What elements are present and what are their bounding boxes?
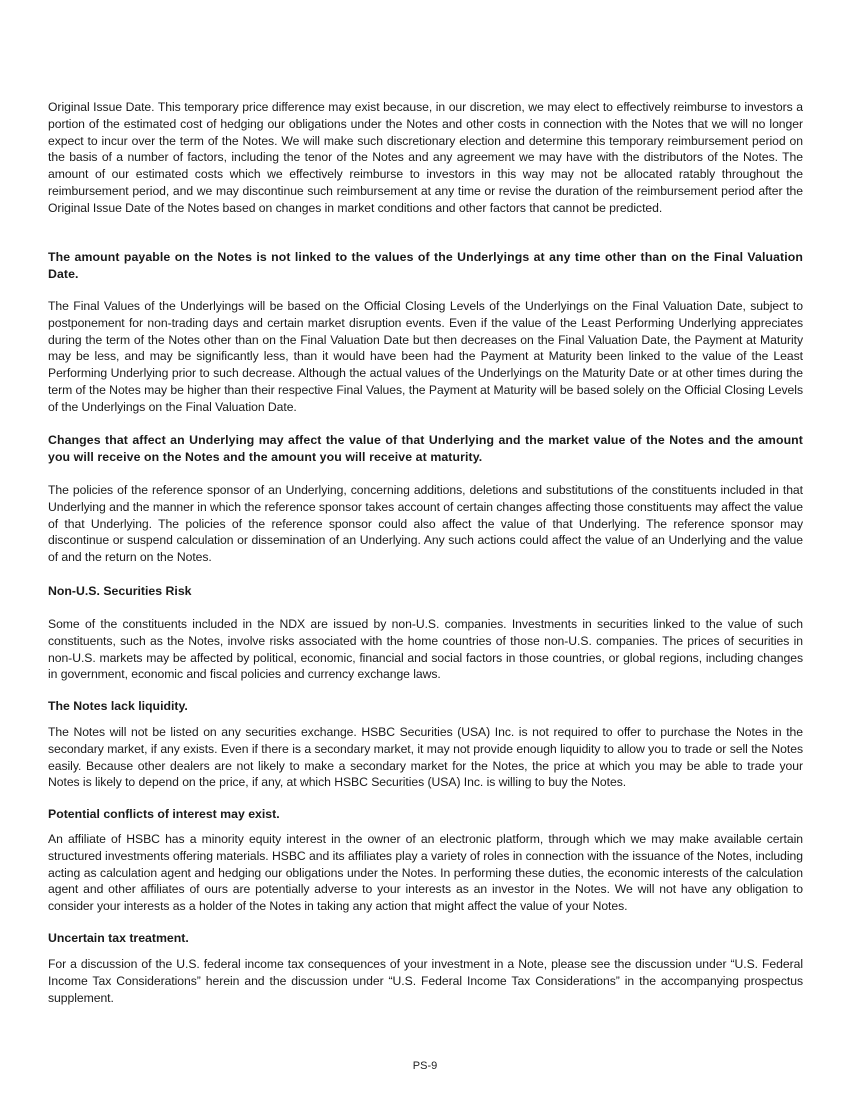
heading-conflicts-of-interest: Potential conflicts of interest may exist. — [48, 807, 280, 821]
paragraph-reference-sponsor: The policies of the reference sponsor of an Underlying, concerning additions, deletions and substitutions of the constituents included in that Underlying and the manner in which the reference sponsor takes account of certain changes affecting those constituents may affect the value of that Underlying. The policies of the reference sponsor could also affect the value of that Underlying. The reference sponsor may discontinue or suspend calculation or dissemination of an Underlying. Any such actions could affect the value of an Underlying and the value of and the return on the Notes. — [48, 483, 803, 565]
paragraph-liquidity: The Notes will not be listed on any securities exchange. HSBC Securities (USA) Inc. is not required to offer to purchase the Notes in the secondary market, if any exists. Even if there is a secondary market, it may not provide enough liquidity to allow you to trade or sell the Notes easily. Because other dealers are not likely to make a secondary market for the Notes, the price at which you may be able to trade your Notes is likely to depend on the price, if any, at which HSBC Securities (USA) Inc. is willing to buy the Notes. — [48, 725, 803, 790]
paragraph-final-values: The Final Values of the Underlyings will be based on the Official Closing Levels of the Underlyings on the Final Valuation Date, subject to postponement for non-trading days and certain market disruption events. Even if the value of the Least Performing Underlying appreciates during the term of the Notes other than on the Final Valuation Date but then decreases on the Final Valuation Date, the Payment at Maturity may be less, and may be significantly less, than it would have been had the Payment at Maturity been linked to the value of the Least Performing Underlying prior to such decrease. Although the actual values of the Underlyings on the Maturity Date or at other times during the term of the Notes may be higher than their respective Final Values, the Payment at Maturity will be based solely on the Official Closing Levels of the Underlyings on the Final Valuation Date. — [48, 299, 803, 414]
paragraph-reimbursement-period: Original Issue Date. This temporary price difference may exist because, in our discretion, we may elect to effectively reimburse to investors a portion of the estimated cost of hedging our obligations under the Notes and other costs in connection with the Notes that we will no longer expect to incur over the term of the Notes. We will make such discretionary election and determine this temporary reimbursement period on the basis of a number of factors, including the tenor of the Notes and any agreement we may have with the distributors of the Notes. The amount of our estimated costs which we effectively reimburse to investors in this way may not be allocated ratably throughout the reimbursement period, and we may discontinue such reimbursement at any time or revise the duration of the reimbursement period after the Original Issue Date of the Notes based on changes in market conditions and other factors that cannot be predicted. — [48, 100, 803, 215]
page-number: PS-9 — [412, 1060, 438, 1072]
paragraph-conflicts-of-interest: An affiliate of HSBC has a minority equity interest in the owner of an electronic platform, through which we may make available certain structured investments offering materials. HSBC and its affiliates play a variety of roles in connection with the issuance of the Notes, including acting as calculation agent and hedging our obligations under the Notes. In performing these duties, the economic interests of the calculation agent and other affiliates of ours are potentially adverse to your interests as an investor in the Notes. We will not have any obligation to consider your interests as a holder of the Notes in taking any action that might affect the value of your Notes. — [48, 832, 803, 914]
heading-underlying-changes: Changes that affect an Underlying may affect the value of that Underlying and the market value of the Notes and the amount you will receive on the Notes and the amount you will receive at maturity. — [48, 433, 803, 464]
paragraph-non-us-securities: Some of the constituents included in the NDX are issued by non-U.S. companies. Investments in securities linked to the value of such constituents, such as the Notes, involve risks associated with the home countries of those non-U.S. companies. The prices of securities in non-U.S. markets may be affected by political, economic, financial and social factors in those countries, or global regions, including changes in government, economic and fiscal policies and currency exchange laws. — [48, 617, 803, 682]
heading-lack-liquidity: The Notes lack liquidity. — [48, 699, 188, 713]
heading-final-valuation-date: The amount payable on the Notes is not linked to the values of the Underlyings at any time other than on the Final Valuation Date. — [48, 250, 803, 281]
paragraph-tax-treatment: For a discussion of the U.S. federal income tax consequences of your investment in a Note, please see the discussion under “U.S. Federal Income Tax Considerations” herein and the discussion under “U.S. Federal Income Tax Considerations” in the accompanying prospectus supplement. — [48, 957, 803, 1005]
heading-non-us-securities-risk: Non-U.S. Securities Risk — [48, 584, 192, 598]
heading-uncertain-tax-treatment: Uncertain tax treatment. — [48, 931, 189, 945]
